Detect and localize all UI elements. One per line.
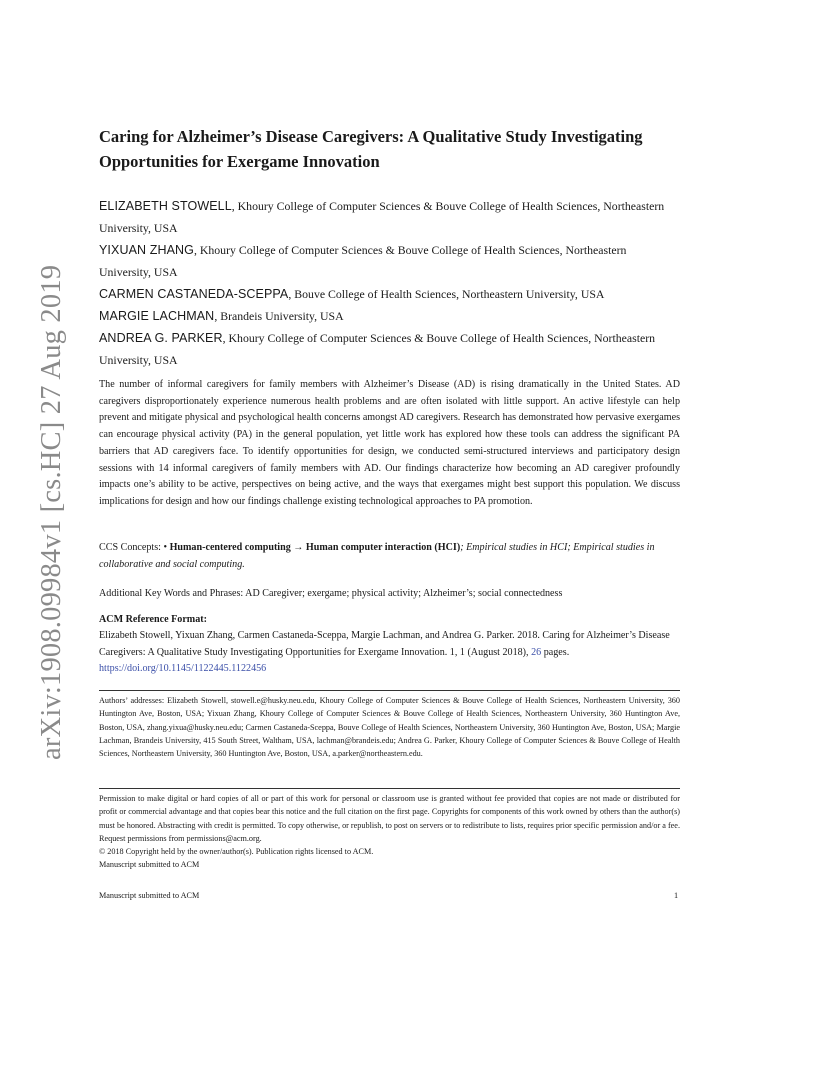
author-entry — [99, 327, 680, 371]
page-count-link[interactable]: 26 — [531, 646, 542, 658]
author-name: ELIZABETH STOWELL — [99, 199, 232, 213]
page-number: 1 — [674, 891, 679, 900]
author-name: YIXUAN ZHANG — [99, 243, 194, 257]
reference-heading: ACM Reference Format: — [99, 614, 207, 625]
reference-text: Elizabeth Stowell, Yixuan Zhang, Carmen Castaneda-Sceppa, Margie Lachman, and Andrea G. Parker. 2018. Caring for Alzheimer’s Disease Caregivers: A Qualitative Study Investigating Opportunities for Exergame Innovation. 1, 1 (August 2018), — [99, 630, 670, 658]
ccs-concepts — [99, 540, 680, 573]
author-list — [99, 195, 680, 371]
manuscript-note: Manuscript submitted to ACM — [99, 860, 200, 870]
author-affiliation: , Brandeis University, USA — [214, 309, 344, 323]
reference-format — [99, 628, 680, 678]
ccs-bullet: • — [163, 542, 170, 553]
author-name: CARMEN CASTANEDA-SCEPPA — [99, 287, 289, 301]
permission-notice — [99, 792, 680, 872]
permission-rule — [99, 788, 680, 789]
author-affiliation: , Khoury College of Computer Sciences & Bouve College of Health Sciences, Northeastern University, USA — [99, 331, 656, 367]
page-count-suffix: pages. — [541, 646, 570, 658]
keywords: Additional Key Words and Phrases: AD Caregiver; exergame; physical activity; Alzheimer’s; social connectedness — [99, 588, 563, 599]
author-affiliation: , Khoury College of Computer Sciences & Bouve College of Health Sciences, Northeastern University, USA — [99, 199, 665, 235]
copyright-line: © 2018 Copyright held by the owner/author(s). Publication rights licensed to ACM. — [99, 847, 374, 857]
author-name: MARGIE LACHMAN — [99, 309, 215, 323]
author-addresses: Authors’ addresses: Elizabeth Stowell, stowell.e@husky.neu.edu, Khoury College of Computer Sciences & Bouve College of Health Sciences, Northeastern University, 360 Huntington Ave, Boston, USA; Yixuan Zhang, Khoury College of Computer Sciences & Bouve College of Health Sciences, Northeastern University, 360 Huntington Ave, Boston, USA, zhang.yixua@husky.neu.edu; Carmen Castaneda-Sceppa, Bouve College of Health Sciences, Northeastern University, 360 Huntington Ave, Boston, USA; Margie Lachman, Brandeis University, 415 South Street, Waltham, USA, lachman@brandeis.edu; Andrea G. Parker, Khoury College of Computer Sciences & Bouve College of Health Sciences, Northeastern University, 360 Huntington Ave, Boston, USA, a.parker@northeastern.edu. — [99, 696, 680, 759]
author-entry — [99, 305, 680, 327]
author-affiliation: , Khoury College of Computer Sciences & Bouve College of Health Sciences, Northeastern University, USA — [99, 243, 627, 279]
footer-left: Manuscript submitted to ACM — [99, 891, 200, 900]
addresses-rule — [99, 690, 680, 691]
ccs-subconcepts: ; Empirical studies in HCI; Empirical studies in collaborative and social computing. — [99, 542, 655, 570]
permission-text: Permission to make digital or hard copies of all or part of this work for personal or classroom use is granted without fee provided that copies are not made or distributed for profit or commercial advantage and that copies bear this notice and the full citation on the first page. Copyrights for components of this work owned by others than the author(s) must be honored. Abstracting with credit is permitted. To copy otherwise, or republish, to post on servers or to redistribute to lists, requires prior specific permission and/or a fee. Request permissions from permissions@acm.org. — [99, 794, 680, 843]
author-entry — [99, 195, 680, 239]
arxiv-stamp: arXiv:1908.09984v1 [cs.HC] 27 Aug 2019 — [36, 264, 67, 760]
author-name: ANDREA G. PARKER — [99, 331, 223, 345]
author-affiliation: , Bouve College of Health Sciences, Northeastern University, USA — [288, 287, 605, 301]
ccs-label: CCS Concepts: — [99, 542, 164, 553]
author-entry — [99, 283, 680, 305]
doi-link[interactable]: https://doi.org/10.1145/1122445.1122456 — [99, 663, 267, 675]
author-entry — [99, 239, 680, 283]
paper-title: Caring for Alzheimer’s Disease Caregivers: A Qualitative Study Investigating Opportunities for Exergame Innovation — [99, 127, 643, 171]
abstract: The number of informal caregivers for family members with Alzheimer’s Disease (AD) is rising dramatically in the United States. AD caregivers disproportionately experience numerous health problems and are often isolated with little support. An active lifestyle can help prevent and mitigate physical and psychological health concerns amongst AD caregivers. Research has demonstrated how pervasive exergames can encourage physical activity (PA) in the general population, yet little work has explored how these tools can address the significant PA barriers that AD caregivers face. To identify opportunities for design, we conducted semi-structured interviews and participatory design sessions with 14 informal caregivers of family members with AD. Our findings characterize how becoming an AD caregiver profoundly impacts one’s ability to be active, perspectives on being active, and the ways that exergames might best support this population. We discuss implications for design and how our findings challenge existing technological approaches to PA promotion. — [99, 379, 680, 507]
ccs-concept: Human-centered computing → Human computer interaction (HCI) — [169, 542, 461, 553]
